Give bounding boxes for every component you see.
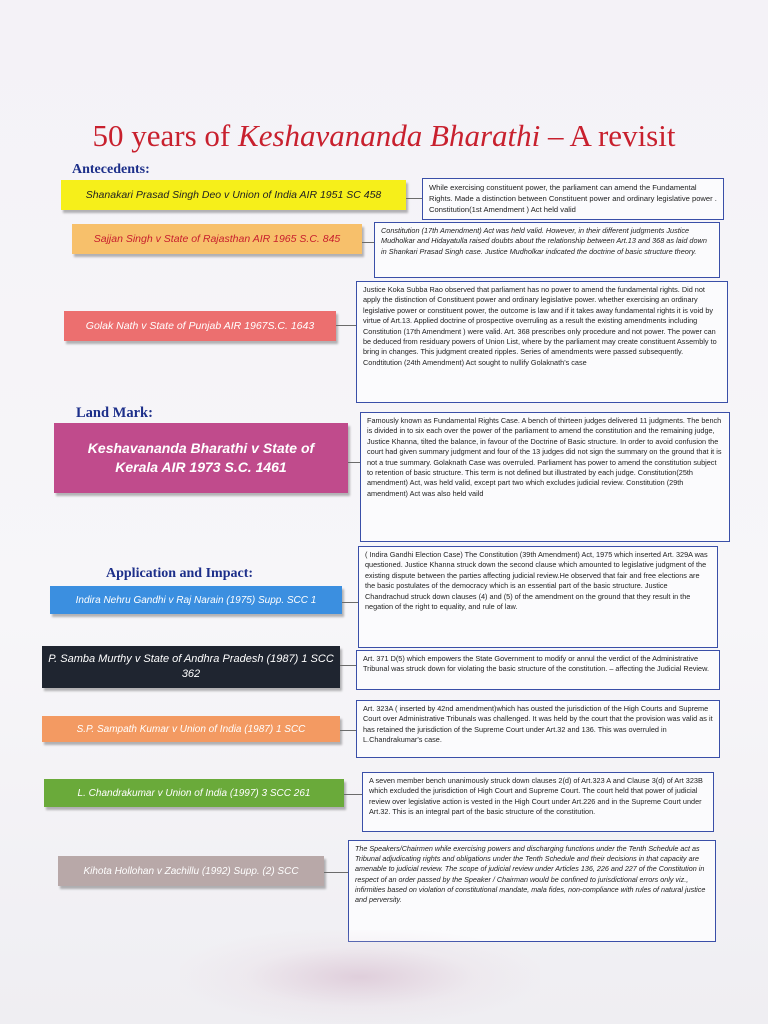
case-desc-keshavananda: Famously known as Fundamental Rights Case. A bench of thirteen judges delivered 11 judgments. The bench is divided in to six each over the power of the parliament to amend the constitution and the remaining judge, Justice Khanna, tilted the balance, in favour of the Doctrine of Basic structure. In order to avoid confusion the court had given summary judgment and four of the 13 judges did not sign the summary on the ground that it is not a true summary. Golaknath Case was overruled. Parliament has power to amend the constitution subject to retention of basic structure. This term is not defined but illustrated by each judge. Constitution(25th amendment) Act, was held valid, except part two which excludes judicial review. Constitution (29th amendment) Act was also held vaild — [360, 412, 730, 542]
case-desc-chandrakumar: A seven member bench unanimously struck down clauses 2(d) of Art.323 A and Clause 3(d) of Art 323B which excluded the jurisdiction of High Court and Supreme Court. The court held that power of judicial review over legislative action is vested in the High Court under Art.226 and in the Supreme Court under Art.32. This is an integral part of the basic structure of the constitution. — [362, 772, 714, 832]
case-desc-indira-gandhi: ( Indira Gandhi Election Case) The Constitution (39th Amendment) Act, 1975 which inserted Art. 329A was questioned. Justice Khanna struck down the second clause which amounted to legislative judgment of the existing dispute between the parties affecting judicial review.He observed that fair and free elections are the basic postulates of the democracy which is an essential part of the basic structure. Justice Chandrachud struck down clauses (4) and (5) of the amendment on the ground that they result in the negation of the right to equality, and rule of law. — [358, 546, 718, 648]
case-label-kihota-hollohan: Kihota Hollohan v Zachillu (1992) Supp. (2) SCC — [58, 856, 324, 886]
connector-line — [324, 872, 348, 873]
case-desc-sampath-kumar: Art. 323A ( inserted by 42nd amendment)which has ousted the jurisdiction of the High Courts and Supreme Court over Administrative Tribunals was challenged. It was held by the court that the provision was valid as it has retained the jurisdiction of the Supreme Court under Art.32 and 136. This was overruled in L.Chandrakumar's case. — [356, 700, 720, 758]
case-label-sajjan-singh: Sajjan Singh v State of Rajasthan AIR 1965 S.C. 845 — [72, 224, 362, 254]
connector-line — [340, 730, 356, 731]
connector-line — [336, 325, 356, 326]
case-label-indira-gandhi: Indira Nehru Gandhi v Raj Narain (1975) Supp. SCC 1 — [50, 586, 342, 614]
connector-line — [362, 242, 374, 243]
case-label-sampath-kumar: S.P. Sampath Kumar v Union of India (1987) 1 SCC — [42, 716, 340, 742]
case-desc-shankari-prasad: While exercising constituent power, the parliament can amend the Fundamental Rights. Made a distinction between Constituent power and ordinary legislative power . Constitution(1st Amendment ) Act held valid — [422, 178, 724, 220]
section-application: Application and Impact: — [106, 566, 254, 581]
connector-line — [406, 198, 422, 199]
connector-line — [348, 462, 360, 463]
case-desc-sajjan-singh: Constitution (17th Amendment) Act was held valid. However, in their different judgments Justice Mudholkar and Hidayatulla raised doubts about the relationship between Art.13 and 368 as laid down in Shankari Prasad Singh case. Justice Mudholkar indicated the doctrine of basic structure theory. — [374, 222, 720, 278]
section-landmark: Land Mark: — [76, 405, 153, 421]
case-label-shankari-prasad: Shanakari Prasad Singh Deo v Union of India AIR 1951 SC 458 — [61, 180, 406, 210]
case-desc-golak-nath: Justice Koka Subba Rao observed that parliament has no power to amend the fundamental rights. Did not apply the distinction of Constituent power and ordinary legislative power. whether exercising an ordinary legislative power or constituent power, the outcome is law and if it takes away fundamental rights it is void by virtue of Art.13. Applied doctrine of prospective overruling as a result the existing amendments including Constitution (17th Amendment ) were valid. Art. 368 prescribes only procedure and not power. The power can be deduced from residuary powers of Union List, where by the parliament may create constituent Assembly to bring in changes. This judgment created ripples. Series of amendments were passed subsequently. Condtitution (24th Amendment) Act sought to nullify Golaknath's case — [356, 281, 728, 403]
case-desc-samba-murthy: Art. 371 D(5) which empowers the State Government to modify or annul the verdict of the Administrative Tribunal was struck down for violating the basic structure of the constitution. – affecting the Judicial Review. — [356, 650, 720, 690]
section-antecedents: Antecedents: — [72, 162, 150, 177]
case-label-chandrakumar: L. Chandrakumar v Union of India (1997) 3 SCC 261 — [44, 779, 344, 807]
connector-line — [344, 794, 362, 795]
page-title: 50 years of Keshavananda Bharathi – A revisit — [92, 118, 676, 153]
photo-blur-artifact — [180, 930, 540, 1024]
case-label-samba-murthy: P. Samba Murthy v State of Andhra Pradesh (1987) 1 SCC 362 — [42, 646, 340, 688]
connector-line — [342, 602, 358, 603]
case-desc-kihota-hollohan: The Speakers/Chairmen while exercising powers and discharging functions under the Tenth Schedule act as Tribunal adjudicating rights and obligations under the Tenth Schedule and their decisions in that capacity are amenable to judicial review. The scope of judicial review under Articles 136, 226 and 227 of the Constitution in respect of an order passed by the Speaker / Chairman would be confined to jurisdictional errors only viz., infirmities based on violation of constitutional mandate, mala fides, non-compliance with rules of natural justice and perversity. — [348, 840, 716, 942]
case-label-golak-nath: Golak Nath v State of Punjab AIR 1967S.C. 1643 — [64, 311, 336, 341]
connector-line — [340, 665, 356, 666]
case-label-keshavananda: Keshavananda Bharathi v State of Kerala AIR 1973 S.C. 1461 — [54, 423, 348, 493]
